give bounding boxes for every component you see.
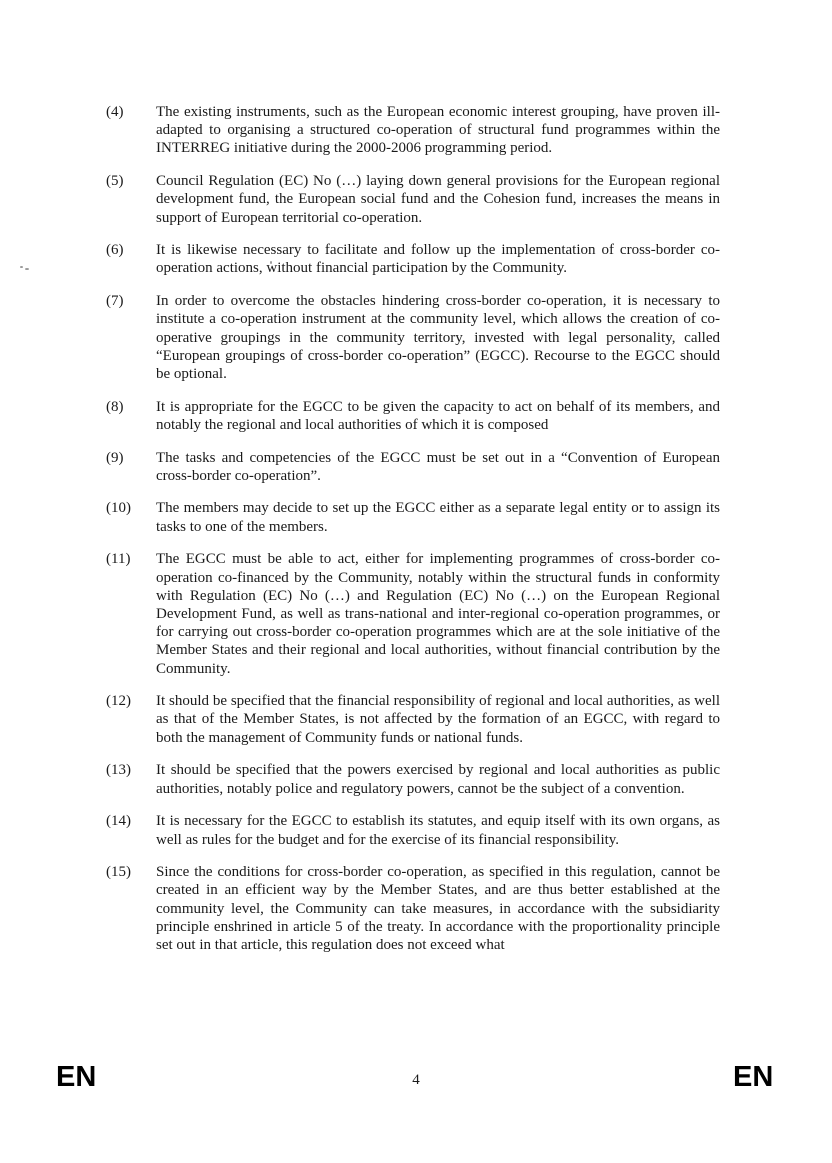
recital-item	[106, 812, 720, 848]
recital-text: It is appropriate for the EGCC to be given the capacity to act on behalf of its members, and notably the regional and local authorities of which it is composed	[156, 398, 720, 433]
recital-item	[106, 398, 720, 434]
recital-number: (10)	[106, 500, 131, 517]
recital-item	[106, 761, 720, 797]
scan-speck	[25, 268, 29, 270]
recital-text: It should be specified that the financial responsibility of regional and local authorities, as well as that of the Member States, is not affected by the formation of an EGCC, with regard to both the management of Community funds or national funds.	[156, 693, 720, 746]
recital-text: It is necessary for the EGCC to establish its statutes, and equip itself with its own organs, as well as rules for the budget and for the exercise of its financial responsibility.	[156, 813, 720, 848]
recital-text: In order to overcome the obstacles hindering cross-border co-operation, it is necessary to institute a co-operation instrument at the community level, which allows the creation of co-operative groupings in the community territory, invested with legal personality, called “European groupings of cross-border co-operation” (EGCC). Recourse to the EGCC should be optional.	[156, 293, 720, 382]
recital-text: It is likewise necessary to facilitate and follow up the implementation of cross-border co-operation actions, without financial participation by the Community.	[156, 242, 720, 277]
recital-number: (7)	[106, 293, 124, 310]
recital-number: (14)	[106, 813, 131, 830]
recital-text: Since the conditions for cross-border co-operation, as specified in this regulation, cannot be created in an efficient way by the Member States, and are thus better established at the community level, the Community can take measures, in accordance with the subsidiarity principle enshrined in article 5 of the treaty. In accordance with the proportionality principle set out in that article, this regulation does not exceed what	[156, 864, 720, 954]
recital-number: (13)	[106, 762, 131, 779]
recital-item	[106, 550, 720, 677]
recital-number: (8)	[106, 398, 124, 415]
recital-item	[106, 863, 720, 954]
footer-language-right: EN	[733, 1061, 774, 1093]
recital-number: (5)	[106, 173, 124, 190]
recital-item	[106, 292, 720, 383]
recital-text: The members may decide to set up the EGCC either as a separate legal entity or to assign its tasks to one of the members.	[156, 500, 720, 535]
recital-number: (9)	[106, 449, 124, 466]
recital-item	[106, 172, 720, 227]
footer-language-left: EN	[56, 1061, 97, 1093]
recitals-list	[106, 103, 720, 969]
recital-text: The EGCC must be able to act, either for implementing programmes of cross-border co-operation co-financed by the Community, notably within the structural funds in conformity with Regulation (EC) No (…) and Regulation (EC) No (…) on the European Regional Development Fund, as well as trans-national and inter-regional co-operation programmes, or for carrying out cross-border co-operation programmes which are at the sole initiative of the Member States and their regional and local authorities, without financial contribution by the Community.	[156, 551, 720, 677]
recital-text: It should be specified that the powers exercised by regional and local authorities as public authorities, notably police and regulatory powers, cannot be the subject of a convention.	[156, 762, 720, 797]
recital-number: (12)	[106, 693, 131, 710]
recital-number: (4)	[106, 104, 124, 120]
recital-number: (11)	[106, 551, 131, 568]
recital-text: The tasks and competencies of the EGCC must be set out in a “Convention of European cross-border co-operation”.	[156, 449, 720, 484]
recital-text: Council Regulation (EC) No (…) laying down general provisions for the European regional development fund, the European social fund and the Cohesion fund, increases the means in support of European territorial co-operation.	[156, 173, 720, 226]
recital-number: (6)	[106, 242, 124, 259]
recital-number: (15)	[106, 864, 131, 881]
recital-item	[106, 449, 720, 485]
recital-text: The existing instruments, such as the European economic interest grouping, have proven ill-adapted to organising a structured co-operation of structural fund programmes within the INTERREG initiative during the 2000-2006 programming period.	[156, 104, 720, 157]
scan-speck	[20, 266, 23, 268]
recital-item	[106, 499, 720, 535]
recital-item	[106, 103, 720, 158]
recital-item	[106, 692, 720, 747]
page-number: 4	[412, 1072, 420, 1088]
recital-item	[106, 241, 720, 277]
